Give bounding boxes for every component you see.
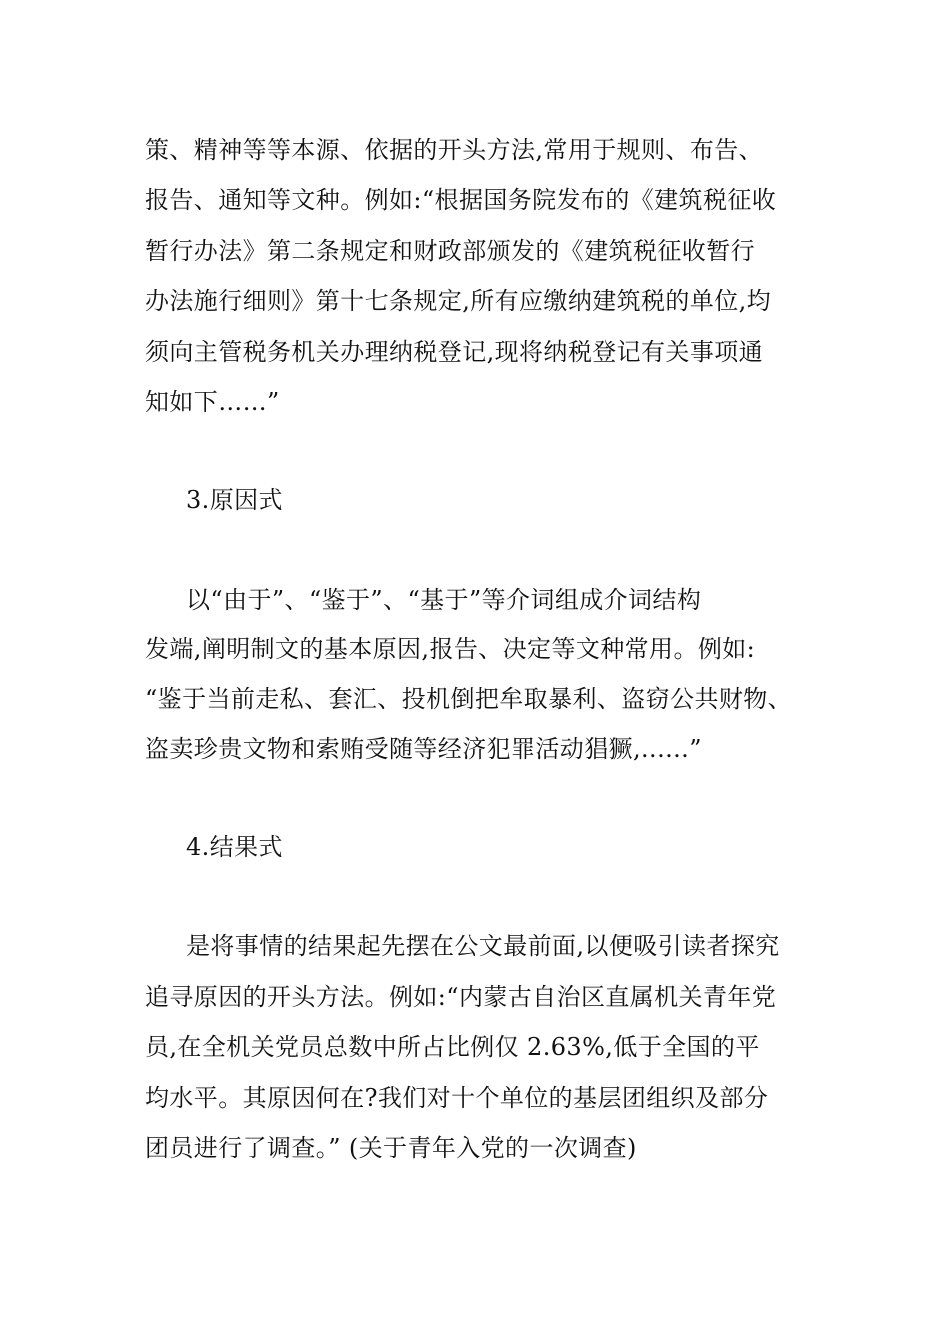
section-heading-4: 4.结果式 [186, 833, 283, 861]
paragraph-line: 是将事情的结果起先摆在公文最前面,以便吸引读者探究 [186, 932, 780, 960]
paragraph-line: 暂行办法》第二条规定和财政部颁发的《建筑税征收暂行 [145, 237, 755, 265]
paragraph-line: 发端,阐明制文的基本原因,报告、决定等文种常用。例如: [145, 635, 756, 663]
paragraph-line: 须向主管税务机关办理纳税登记,现将纳税登记有关事项通 [145, 338, 764, 366]
paragraph-line: 员,在全机关党员总数中所占比例仅 2.63%,低于全国的平 [145, 1033, 760, 1061]
paragraph-line: 策、精神等等本源、依据的开头方法,常用于规则、布告、 [145, 136, 764, 164]
paragraph-line: “鉴于当前走私、套汇、投机倒把牟取暴利、盗窃公共财物、 [145, 685, 793, 713]
paragraph-line: 办法施行细则》第十七条规定,所有应缴纳建筑税的单位,均 [145, 287, 772, 315]
paragraph-line: 知如下……” [145, 388, 280, 416]
paragraph-line: 以“由于”、“鉴于”、“基于”等介词组成介词结构 [186, 586, 702, 614]
paragraph-line: 盗卖珍贵文物和索贿受随等经济犯罪活动猖獗,......” [145, 735, 702, 763]
section-heading-3: 3.原因式 [186, 486, 283, 514]
paragraph-line: 团员进行了调查。” (关于青年入党的一次调查) [145, 1134, 637, 1162]
paragraph-line: 报告、通知等文种。例如:“根据国务院发布的《建筑税征收 [145, 186, 777, 214]
paragraph-line: 均水平。其原因何在?我们对十个单位的基层团组织及部分 [145, 1084, 769, 1112]
paragraph-line: 追寻原因的开头方法。例如:“内蒙古自治区直属机关青年党 [145, 983, 777, 1011]
